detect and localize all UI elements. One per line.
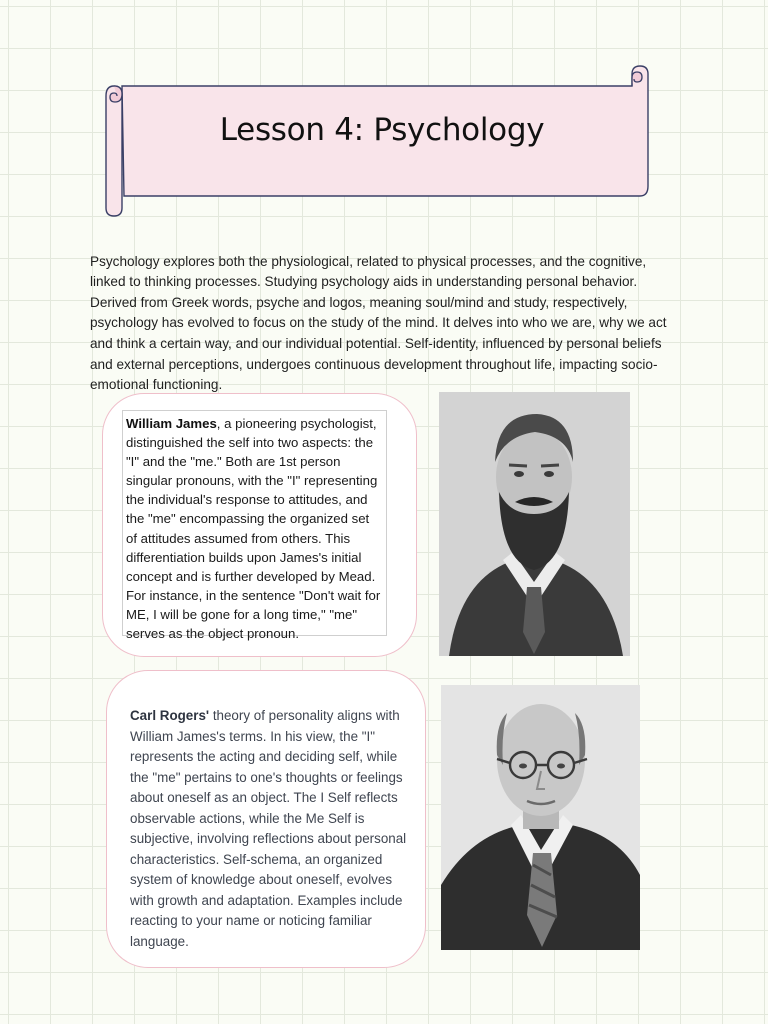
william-james-portrait-image [439, 392, 630, 656]
intro-paragraph: Psychology explores both the physiological, related to physical processes, and the cognitive, linked to thinking processes. Studying psychology aids in understanding personal behavior. Derived from Greek words, psyche and logos, meaning soul/mind and study, respectively, psychology has evolved to focus on the study of the mind. It delves into who we are, why we act and think a certain way, and our individual potential. Self-identity, influenced by personal beliefs and external perceptions, undergoes continuous development throughout life, impacting socio-emotional functioning. [90, 253, 667, 393]
william-james-name: William James [126, 416, 217, 431]
william-james-portrait [439, 392, 630, 656]
title-banner [100, 62, 650, 220]
page-title: Lesson 4: Psychology [219, 112, 545, 148]
william-james-description: , a pioneering psychologist, distinguished the self into two aspects: the "I" and the "me." Both are 1st person singular pronouns, with the "I" representing the individual's response to attitudes, and the "me" encompassing the organized set of attitudes assumed from others. This differentiation builds upon James's initial concept and is further developed by Mead. For instance, in the sentence "Don't wait for ME, I will be gone for a long time," "me" serves as the object pronoun. [126, 416, 381, 642]
carl-rogers-text [130, 706, 415, 952]
carl-rogers-portrait-image [441, 685, 640, 950]
carl-rogers-description: theory of personality aligns with William James's terms. In his view, the "I" represents the acting and deciding self, while the "me" pertains to one's thoughts or feelings about oneself as an object. The I Self reflects observable actions, while the Me Self is subjective, involving reflections about personal characteristics. Self-schema, an organized system of knowledge about oneself, evolves with growth and adaptation. Examples include reacting to your name or noticing familiar language. [130, 708, 407, 949]
carl-rogers-name: Carl Rogers' [130, 708, 210, 724]
carl-rogers-portrait [441, 685, 640, 950]
william-james-text-box [122, 410, 387, 642]
william-james-card [102, 393, 417, 657]
carl-rogers-card [106, 670, 426, 968]
